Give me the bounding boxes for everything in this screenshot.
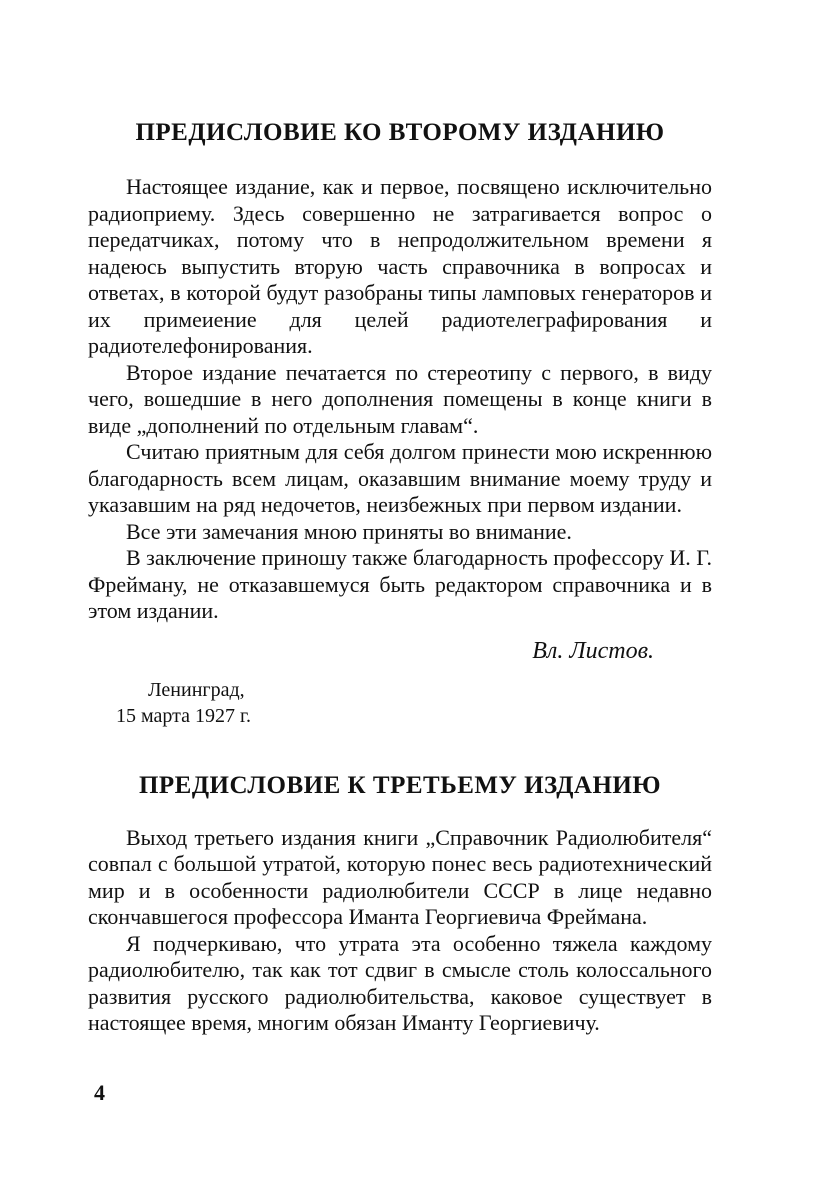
page-content [88, 118, 712, 1037]
paragraph: Я подчеркиваю, что утрата эта особенно тяжела каждому радиолюбителю, так как тот сдвиг в смысле столь колоссального развития русского радиолюбительства, каковое существует в настоящее время, многим обязан Иманту Георгиевичу. [88, 930, 712, 1035]
date: 15 марта 1927 г. [116, 704, 251, 727]
paragraph: Второе издание печатается по стереотипу с первого, в виду чего, вошедшие в него дополнения помещены в конце книги в виде „дополнений по отдельным главам“. [88, 359, 712, 438]
paragraph: Выход третьего издания книги „Справочник Радиолюбителя“ совпал с большой утратой, которую понес весь радиотехнический мир и в особенности радиолюбители СССР в лице недавно скончавшегося профессора Иманта Георгиевича Фреймана. [88, 824, 712, 929]
author-signature: Вл. Листов. [532, 637, 654, 664]
place-and-date [116, 677, 712, 729]
place: Ленинград, [148, 678, 245, 701]
paragraph: В заключение приношу также благодарность профессору И. Г. Фрейману, не отказавшемуся быть редактором справочника и в этом издании. [88, 545, 712, 623]
page-number: 4 [94, 1080, 105, 1105]
paragraph: Считаю приятным для себя долгом принести мою искреннюю благодарность всем лицам, оказавшим внимание моему труду и указавшим на ряд недочетов, неизбежных при первом издании. [88, 439, 712, 517]
section-title-third-edition: ПРЕДИСЛОВИЕ К ТРЕТЬЕМУ ИЗДАНИЮ [138, 771, 662, 799]
paragraph: Все эти замечания мною приняты во внимание. [126, 518, 572, 544]
section-title-second-edition: ПРЕДИСЛОВИЕ КО ВТОРОМУ ИЗДАНИЮ [135, 119, 665, 146]
paragraph: Настоящее издание, как и первое, посвящено исключительно радиоприему. Здесь совершенно не затрагивается вопрос о передатчиках, потому что в непродолжительном времени я надеюсь выпустить вторую часть справочника в вопросах и ответах, в которой будут разобраны типы ламповых генераторов и их примеиение для целей радиотелеграфирования и радиотелефонирования. [88, 174, 712, 358]
